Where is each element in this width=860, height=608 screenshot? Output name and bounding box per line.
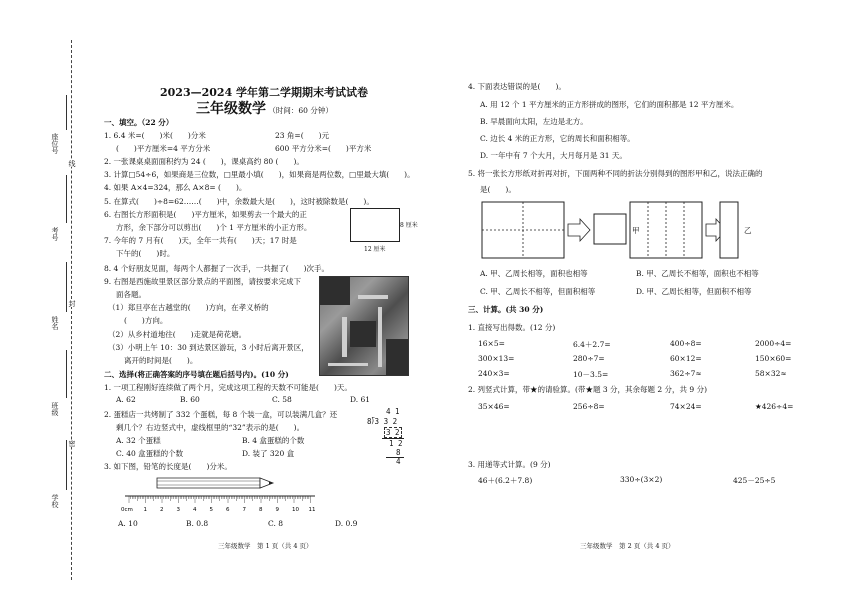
division-remainder-2: 4	[396, 457, 401, 466]
choice-q1: 1. 一项工程刚好连续做了两个月，完成这项工程的天数不可能是( )天。	[104, 383, 352, 392]
step-calc-3: 425－25÷5	[733, 476, 776, 485]
division-sub-2: 8	[396, 448, 401, 457]
division-dividend: 8⟌3 3 2	[367, 417, 398, 426]
vertical-calc-2: 256÷8=	[573, 402, 605, 411]
binding-dashed-line	[71, 40, 72, 580]
oral-calc-item: 60×12=	[670, 354, 702, 363]
choice-q1-a: A. 62	[116, 395, 136, 404]
exam-title: 2023—2024 学年第二学期期末考试试卷	[160, 86, 369, 99]
calc-q1: 1. 直接写出得数。(12 分)	[468, 323, 556, 332]
ruler-tick-label: 3	[176, 507, 180, 513]
division-dashed-box: 3 2	[386, 428, 400, 437]
shape-yi	[720, 202, 738, 258]
p2-q5-d: D. 甲、乙周长相等，但面积不相等	[636, 287, 752, 296]
q1-line1a: 1. 6.4 米=( )米( )分米	[104, 131, 206, 140]
p2-q4-a: A. 用 12 个 1 平方厘米的正方形拼成的图形，它们的面积都是 12 平方厘米。	[480, 100, 739, 109]
q9-line2: 面各题。	[116, 290, 146, 299]
rect-height-label: 8 厘米	[400, 222, 418, 229]
vertical-calc-4: ★426÷4=	[755, 402, 794, 411]
division-line-2	[386, 457, 404, 458]
choice-q1-d: D. 61	[350, 395, 371, 404]
oral-calc-item: 2000÷4=	[755, 339, 792, 348]
q7-line2: 下午的( )时。	[116, 249, 175, 258]
arrow-icon	[568, 219, 590, 241]
exam-subtitle-row	[196, 98, 333, 118]
q9-sub1: （1）郑旦亭在古越堂的( )方向，在孝义桥的	[108, 303, 269, 312]
section-calc: 三、计算。(共 30 分)	[468, 305, 544, 314]
page1-footer: 三年级数学 第 1 页（共 4 页）	[218, 542, 313, 550]
choice-q3-d: D. 0.9	[335, 519, 358, 528]
ruler-tick-label: 9	[275, 507, 279, 513]
division-remainder-1: 1 2	[389, 439, 403, 448]
choice-q2-a: A. 32 个蛋糕	[116, 436, 161, 445]
ruler-tick-label: 5	[209, 507, 213, 513]
vertical-calc-1: 35×46=	[478, 402, 510, 411]
folding-figures	[480, 200, 780, 262]
q9-sub1-cont: ( )方向。	[124, 316, 168, 325]
oral-calc-item: 362÷7≈	[670, 369, 702, 378]
binding-mark-feng: 封	[68, 300, 76, 307]
oral-calc-item: 400÷8=	[670, 339, 702, 348]
binding-mark-xian: 线	[68, 160, 76, 167]
ruler-tick-label: 0cm	[121, 507, 133, 513]
ruler-tick-label: 4	[193, 507, 197, 513]
pencil-icon	[157, 478, 273, 488]
q3: 3. 计算□54÷6，如果商是三位数，□里最小填( )，如果商是两位数，□里最大填( )。	[104, 170, 415, 179]
ruler-tick-label: 1	[143, 507, 147, 513]
ruler-tick-label: 8	[259, 507, 263, 513]
seat-number-label: 座位号	[51, 133, 59, 154]
p2-q5-a: A. 甲、乙周长相等，面积也相等	[480, 269, 588, 278]
q9-sub3: （3）小明上午 10：30 到达景区游玩，3 小时后离开景区，	[108, 343, 309, 352]
step-calc-2: 330÷(3×2)	[620, 475, 663, 484]
exam-number-field[interactable]	[66, 175, 67, 223]
q4: 4. 如果 A×4=324，那么 A×8= ( )。	[104, 183, 247, 192]
seat-number-field[interactable]	[66, 95, 67, 130]
q9-line1: 9. 右图是西施故里景区部分景点的平面图，请按要求完成下	[104, 277, 302, 286]
ruler-tick-label: 7	[242, 507, 246, 513]
oral-calc-item: 240×3=	[478, 369, 510, 378]
q6-line1: 6. 右图长方形面积是( )平方厘米，如果剪去一个最大的正	[104, 210, 307, 219]
oral-calc-item: 16×5=	[478, 339, 505, 348]
oral-calc-item: 150×60=	[755, 354, 792, 363]
choice-q3-c: C. 8	[268, 519, 284, 528]
p2-q4: 4. 下面表达错误的是( )。	[468, 82, 566, 91]
choice-q2-line2: 剩几个？右边竖式中，虚线框里的“32”表示的是( )。	[116, 423, 305, 432]
choice-q3: 3. 如下图，铅笔的长度是( )分米。	[104, 462, 232, 471]
vertical-calc-3: 74×24=	[670, 402, 702, 411]
choice-q2-c: C. 40 盒蛋糕的个数	[116, 449, 184, 458]
p2-q5-c: C. 甲、乙周长不相等，但面积相等	[480, 287, 596, 296]
ruler-tick-label: 6	[226, 507, 230, 513]
step-calc-1: 46＋(6.2＋7.8)	[478, 476, 533, 485]
choice-q3-a: A. 10	[118, 519, 138, 528]
oral-calc-item: 6.4＋2.7=	[573, 340, 611, 349]
q7-line1: 7. 今年的 7 月有( )天，全年一共有( )天；17 时是	[104, 236, 297, 245]
q5: 5. 在算式( )÷8=62……( )中，余数最大是( )，这时被除数是( )。	[104, 197, 374, 206]
choice-q2-line1: 2. 蛋糕店一共烤制了 332 个蛋糕，每 8 个装一盒，可以装满几盒？还	[104, 410, 338, 419]
p2-q4-d: D. 一年中有 7 个大月，大月每月是 31 天。	[480, 151, 627, 160]
oral-calc-item: 280÷7=	[573, 354, 605, 363]
q1-line1b: 23 角=( )元	[275, 131, 330, 140]
choice-q2-d: D. 装了 320 盒	[242, 449, 295, 458]
page2-footer: 三年级数学 第 2 页（共 4 页）	[580, 542, 675, 550]
q1-line2a: ( )平方厘米=4 平方分米	[116, 144, 211, 153]
q9-sub3-cont: 离开的时间是( )。	[124, 356, 198, 365]
choice-q1-b: B. 60	[180, 395, 200, 404]
calc-q2: 2. 列竖式计算，带★的请验算。(带★题 3 分，其余每题 2 分，共 9 分)	[468, 385, 708, 394]
p2-q5-line2: 是( )。	[480, 185, 516, 194]
rect-width-label: 12 厘米	[364, 246, 386, 253]
p2-q5-line1: 5. 将一张长方形纸对折再对折，下面两种不同的折法分别得到的图形甲和乙，说法正确的	[468, 169, 763, 178]
school-label: 学校	[51, 494, 59, 508]
choice-q2-b: B. 4 盒蛋糕的个数	[242, 436, 305, 445]
label-yi: 乙	[744, 226, 752, 235]
rectangle-figure	[350, 208, 400, 242]
school-field[interactable]	[66, 440, 67, 490]
shape-jia	[594, 214, 626, 244]
q1-line2b: 600 平方分米=( )平方米	[275, 144, 372, 153]
scenic-area-map-image	[319, 276, 409, 376]
ruler-tick-label: 2	[160, 507, 164, 513]
ruler-icon	[121, 496, 316, 513]
section-choice: 二、选择(将正确答案的序号填在题后括号内)。(10 分)	[104, 370, 289, 379]
oral-calc-item: 58×32≈	[755, 369, 787, 378]
exam-number-label: 考号	[51, 227, 59, 241]
p2-q4-c: C. 边长 4 米的正方形，它的周长和面积相等。	[480, 134, 635, 143]
choice-q1-c: C. 58	[272, 395, 292, 404]
division-quotient: 4 1	[386, 407, 400, 416]
q9-sub2: （2）从乡村道地往( )走就是荷花塘。	[108, 330, 247, 339]
exam-subtitle: 三年级数学	[196, 101, 266, 117]
q2: 2. 一张课桌桌面面积约为 24 ( )，课桌高约 80 ( )。	[104, 157, 304, 166]
label-jia: 甲	[632, 226, 640, 235]
p2-q5-b: B. 甲、乙周长不相等，面积也不相等	[636, 269, 759, 278]
oral-calc-item: 10－3.5=	[573, 370, 609, 379]
class-field[interactable]	[66, 350, 67, 398]
choice-q3-b: B. 0.8	[186, 519, 209, 528]
pencil-ruler-figure	[115, 474, 325, 514]
q6-line2: 方形，余下部分可以剪出( )个 1 平方厘米的小正方形。	[116, 223, 312, 232]
oral-calc-item: 300×13=	[478, 354, 515, 363]
p2-q4-b: B. 早晨面向太阳，左边是北方。	[480, 117, 588, 126]
ruler-tick-label: 11	[308, 507, 316, 513]
binding-mark-mi: 密	[68, 440, 76, 447]
q8: 8. 4 个好朋友见面，每两个人都握了一次手，一共握了( )次手。	[104, 264, 330, 273]
name-label: 姓名	[51, 316, 59, 330]
ruler-tick-label: 10	[292, 507, 299, 513]
class-label: 班级	[51, 402, 59, 416]
exam-time: （时间：60 分钟）	[268, 106, 333, 115]
section-fill-blank: 一、填空。（22 分）	[104, 118, 174, 127]
calc-q3: 3. 用递等式计算。(9 分)	[468, 460, 551, 469]
